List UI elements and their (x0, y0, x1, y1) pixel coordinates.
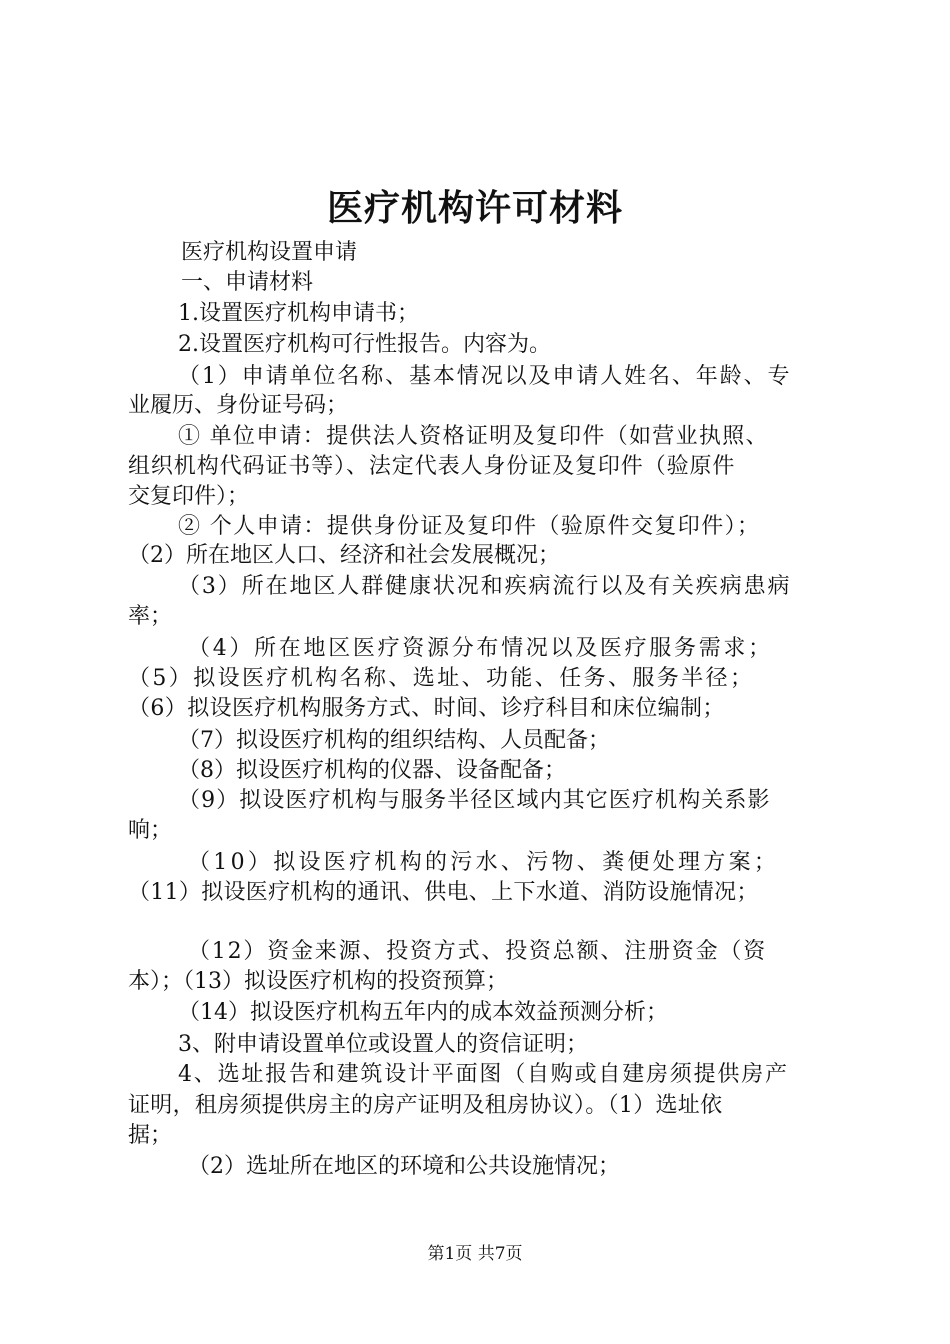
body-line: （6）拟设医疗机构服务方式、时间、诊疗科目和床位编制； (128, 696, 725, 721)
body-line: 组织机构代码证书等）、法定代表人身份证及复印件（验原件 (128, 454, 736, 479)
body-line: 据； (128, 1123, 173, 1148)
body-line: （9）拟设医疗机构与服务半径区域内其它医疗机构关系影 (178, 788, 771, 813)
body-line: 本）；（13）拟设医疗机构的投资预算； (128, 969, 508, 994)
body-line: 率； (128, 604, 173, 629)
body-line: （3）所在地区人群健康状况和疾病流行以及有关疾病患病 (178, 574, 792, 599)
body-line: 1.设置医疗机构申请书； (178, 301, 419, 326)
page-number-footer: 第1页 共7页 (427, 1244, 523, 1264)
body-line: （4）所在地区医疗资源分布情况以及医疗服务需求； (188, 636, 773, 661)
body-line: （2）选址所在地区的环境和公共设施情况； (188, 1154, 620, 1179)
body-line: 交复印件）； (128, 484, 250, 509)
body-line: 医疗机构设置申请 (181, 240, 358, 265)
body-line: （1）申请单位名称、基本情况以及申请人姓名、年龄、专 (178, 364, 792, 389)
body-line: （8）拟设医疗机构的仪器、设备配备； (178, 758, 566, 783)
body-line: ② 个人申请：提供身份证及复印件（验原件交复印件）； (178, 514, 761, 539)
body-line: 业履历、身份证号码； (128, 393, 349, 418)
body-line: 2.设置医疗机构可行性报告。内容为。 (178, 332, 551, 357)
body-line: （2）所在地区人口、经济和社会发展概况； (128, 543, 560, 568)
body-line: ① 单位申请：提供法人资格证明及复印件（如营业执照、 (178, 424, 769, 449)
body-line: 证明，租房须提供房主的房产证明及租房协议）。（1）选址依 (128, 1093, 723, 1118)
body-line: （10）拟设医疗机构的污水、污物、粪便处理方案； (188, 850, 780, 875)
body-line: 一、申请材料 (181, 270, 314, 295)
body-line: （12）资金来源、投资方式、投资总额、注册资金（资 (188, 939, 767, 964)
body-line: （5）拟设医疗机构名称、选址、功能、任务、服务半径； (128, 666, 755, 691)
document-title: 医疗机构许可材料 (326, 187, 623, 229)
body-line: （7）拟设医疗机构的组织结构、人员配备； (178, 728, 610, 753)
body-line: （14）拟设医疗机构五年内的成本效益预测分析； (178, 1000, 668, 1025)
body-line: 3、附申请设置单位或设置人的资信证明； (178, 1032, 588, 1057)
body-line: （11）拟设医疗机构的通讯、供电、上下水道、消防设施情况； (128, 880, 759, 905)
body-line: 4、选址报告和建筑设计平面图（自购或自建房须提供房产 (178, 1062, 789, 1087)
body-line: 响； (128, 818, 173, 843)
